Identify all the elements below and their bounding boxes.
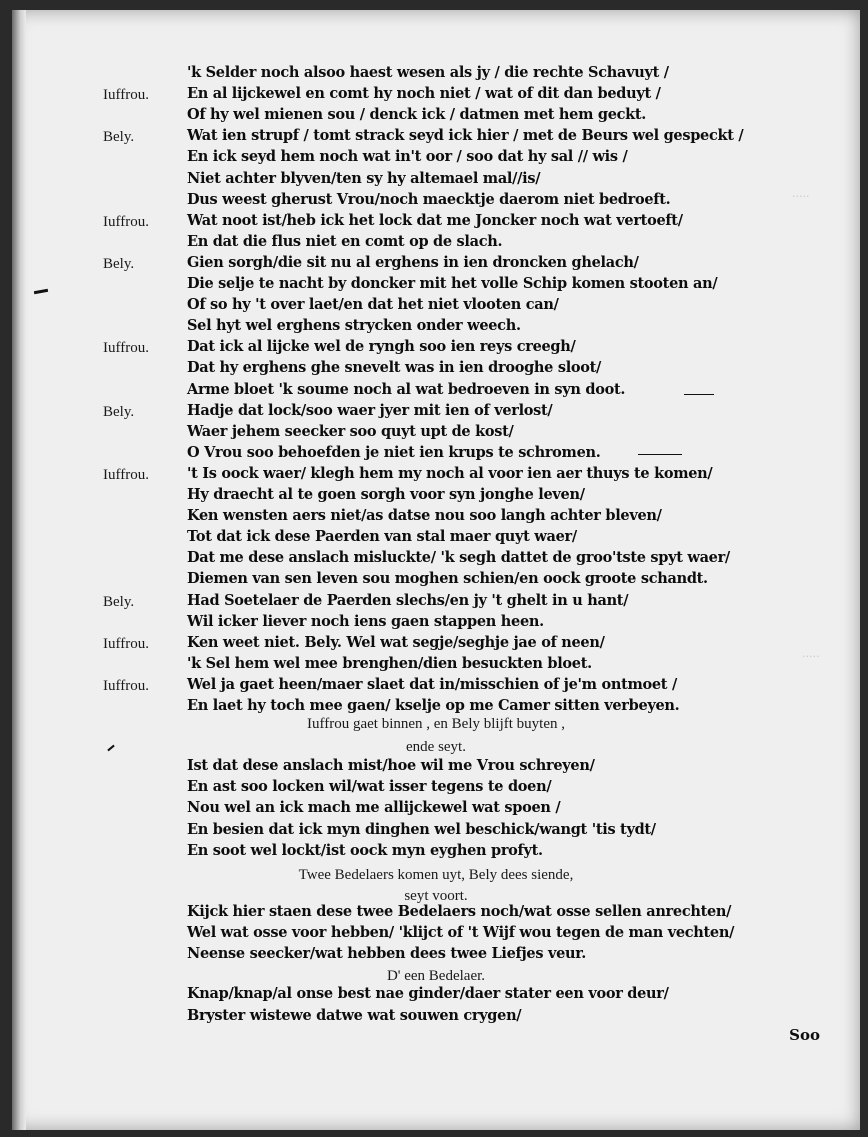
verse-text: En al lijckewel en comt hy noch niet / wat of dit dan beduyt / bbox=[187, 85, 661, 103]
verse-text: En besien dat ick myn dinghen wel beschick/wangt 'tis tydt/ bbox=[187, 820, 656, 838]
verse-line bbox=[12, 945, 860, 966]
verse-line bbox=[12, 359, 860, 380]
verse-line bbox=[12, 402, 860, 423]
verse-text: Die selje te nacht by doncker mit het volle Schip komen stooten an/ bbox=[187, 275, 718, 292]
verse-text: En dat die flus niet en comt op de slach. bbox=[187, 232, 503, 250]
verse-line bbox=[12, 465, 860, 486]
verse-text: Of so hy 't over laet/en dat het niet vlooten can/ bbox=[187, 296, 559, 314]
catchword: Soo bbox=[789, 1026, 820, 1044]
verse-line bbox=[12, 507, 860, 528]
verse-text: Tot dat ick dese Paerden van stal maer quyt waer/ bbox=[187, 528, 577, 546]
stage-direction: Twee Bedelaers komen uyt, Bely dees siende, bbox=[298, 867, 574, 883]
verse-line bbox=[12, 821, 860, 842]
verse-text: En ick seyd hem noch wat in't oor / soo dat hy sal // wis / bbox=[187, 148, 628, 166]
verse-text: Gien sorgh/die sit nu al erghens in ien droncken ghelach/ bbox=[187, 253, 639, 271]
verse-text: Dat me dese anslach misluckte/ 'k segh dattet de groo'tste spyt waer/ bbox=[187, 549, 730, 567]
verse-text: Of hy wel mienen sou / denck ick / datmen met hem geckt. bbox=[187, 106, 647, 124]
verse-line bbox=[12, 486, 860, 507]
verse-line bbox=[12, 592, 860, 613]
verse-text: Wel wat osse voor hebben/ 'klijct of 't Wijf wou tegen de man vechten/ bbox=[187, 924, 735, 942]
verse-text: En soot wel lockt/ist oock myn eyghen profyt. bbox=[187, 841, 543, 859]
verse-text: Wat ien strupf / tomt strack seyd ick hier / met de Beurs wel gespeckt / bbox=[187, 127, 744, 145]
verse-line bbox=[12, 212, 860, 233]
ink-mark bbox=[638, 454, 682, 455]
verse-line bbox=[12, 778, 860, 799]
stage-direction: Iuffrou gaet binnen , en Bely blijft buyten , bbox=[307, 716, 565, 732]
verse-text: Dus weest gherust Vrou/noch maecktje daerom niet bedroeft. bbox=[187, 190, 671, 208]
verse-line bbox=[12, 634, 860, 655]
verse-line bbox=[12, 985, 860, 1006]
verse-line bbox=[12, 127, 860, 148]
verse-line bbox=[12, 64, 860, 85]
speaker-heading: D' een Bedelaer. bbox=[386, 968, 486, 984]
verse-line bbox=[12, 85, 860, 106]
verse-line bbox=[12, 613, 860, 634]
verse-line bbox=[12, 757, 860, 778]
verse-text: Bryster wistewe datwe wat souwen crygen/ bbox=[187, 1006, 522, 1024]
verse-line bbox=[12, 254, 860, 275]
verse-text: En laet hy toch mee gaen/ kselje op me Camer sitten verbeyen. bbox=[187, 697, 680, 714]
verse-line bbox=[12, 381, 860, 402]
verse-text: Waer jehem seecker soo quyt upt de kost/ bbox=[187, 422, 514, 440]
verse-line bbox=[12, 697, 860, 718]
verse-text: Wat noot ist/heb ick het lock dat me Joncker noch wat vertoeft/ bbox=[187, 211, 683, 229]
verse-text: Niet achter blyven/ten sy hy altemael mal//is/ bbox=[187, 169, 541, 187]
verse-text: O Vrou soo behoefden je niet ien krups te schromen. bbox=[187, 443, 601, 461]
verse-line bbox=[12, 924, 860, 945]
verse-text: Ist dat dese anslach mist/hoe wil me Vrou schreyen/ bbox=[187, 757, 595, 774]
verse-line bbox=[12, 676, 860, 697]
bleed-through-text: ····· bbox=[792, 190, 810, 203]
verse-text: Neense seecker/wat hebben dees twee Liefjes veur. bbox=[187, 945, 586, 963]
verse-text: Ken weet niet. Bely. Wel wat segje/seghje jae of neen/ bbox=[187, 633, 605, 651]
verse-line bbox=[12, 903, 860, 924]
verse-line bbox=[12, 170, 860, 191]
book-page bbox=[12, 10, 860, 1130]
verse-line bbox=[12, 106, 860, 127]
verse-text: Ken wensten aers niet/as datse nou soo langh achter bleven/ bbox=[187, 507, 662, 525]
verse-text: Nou wel an ick mach me allijckewel wat spoen / bbox=[187, 799, 561, 817]
verse-line bbox=[12, 296, 860, 317]
speaker-label: Iuffrou. bbox=[103, 87, 149, 104]
verse-line bbox=[12, 799, 860, 820]
speaker-label: Iuffrou. bbox=[103, 466, 149, 483]
speaker-label: Bely. bbox=[103, 129, 135, 146]
verse-text: 't Is oock waer/ klegh hem my noch al voor ien aer thuys te komen/ bbox=[187, 464, 713, 482]
ink-mark bbox=[684, 394, 714, 395]
verse-line bbox=[12, 148, 860, 169]
verse-line bbox=[12, 655, 860, 676]
verse-text: Wil icker liever noch iens gaen stappen heen. bbox=[187, 612, 544, 630]
verse-text: Dat ick al lijcke wel de ryngh soo ien reys creegh/ bbox=[187, 338, 576, 356]
speaker-label: Bely. bbox=[103, 255, 135, 272]
verse-line bbox=[12, 1007, 860, 1028]
verse-text: Knap/knap/al onse best nae ginder/daer stater een voor deur/ bbox=[187, 985, 669, 1002]
verse-text: Arme bloet 'k soume noch al wat bedroeven in syn doot. bbox=[187, 380, 626, 398]
verse-line bbox=[12, 444, 860, 465]
verse-text: Hadje dat lock/soo waer jyer mit ien of verlost/ bbox=[187, 401, 553, 419]
verse-line bbox=[12, 570, 860, 591]
speaker-label: Bely. bbox=[103, 403, 135, 420]
verse-text: 'k Selder noch alsoo haest wesen als jy / die rechte Schavuyt / bbox=[187, 64, 669, 81]
verse-line bbox=[12, 233, 860, 254]
verse-text: Dat hy erghens ghe snevelt was in ien drooghe sloot/ bbox=[187, 359, 602, 377]
verse-line bbox=[12, 191, 860, 212]
verse-line bbox=[12, 423, 860, 444]
stage-direction: ende seyt. bbox=[406, 739, 466, 755]
verse-line bbox=[12, 275, 860, 296]
speaker-label: Iuffrou. bbox=[103, 677, 149, 694]
verse-line bbox=[12, 549, 860, 570]
verse-line bbox=[12, 528, 860, 549]
speaker-label: Iuffrou. bbox=[103, 340, 149, 357]
verse-line bbox=[12, 317, 860, 338]
verse-line bbox=[12, 842, 860, 863]
verse-text: En ast soo locken wil/wat isser tegens te doen/ bbox=[187, 778, 552, 796]
stage-direction: seyt voort. bbox=[404, 888, 468, 904]
verse-text: Sel hyt wel erghens strycken onder weech. bbox=[187, 317, 521, 335]
verse-text: Hy draecht al te goen sorgh voor syn jonghe leven/ bbox=[187, 486, 585, 503]
verse-text: Wel ja gaet heen/maer slaet dat in/misschien of je'm ontmoet / bbox=[187, 675, 677, 693]
speaker-label: Iuffrou. bbox=[103, 635, 149, 652]
verse-text: 'k Sel hem wel mee brenghen/dien besuckten bloet. bbox=[187, 654, 592, 672]
speaker-label: Iuffrou. bbox=[103, 213, 149, 230]
bleed-through-text: ····· bbox=[802, 650, 820, 663]
verse-text: Diemen van sen leven sou moghen schien/en oock groote schandt. bbox=[187, 570, 708, 588]
verse-text: Kijck hier staen dese twee Bedelaers noch/wat osse sellen anrechten/ bbox=[187, 903, 732, 920]
speaker-label: Bely. bbox=[103, 593, 135, 610]
verse-line bbox=[12, 338, 860, 359]
verse-text: Had Soetelaer de Paerden slechs/en jy 't ghelt in u hant/ bbox=[187, 591, 629, 609]
